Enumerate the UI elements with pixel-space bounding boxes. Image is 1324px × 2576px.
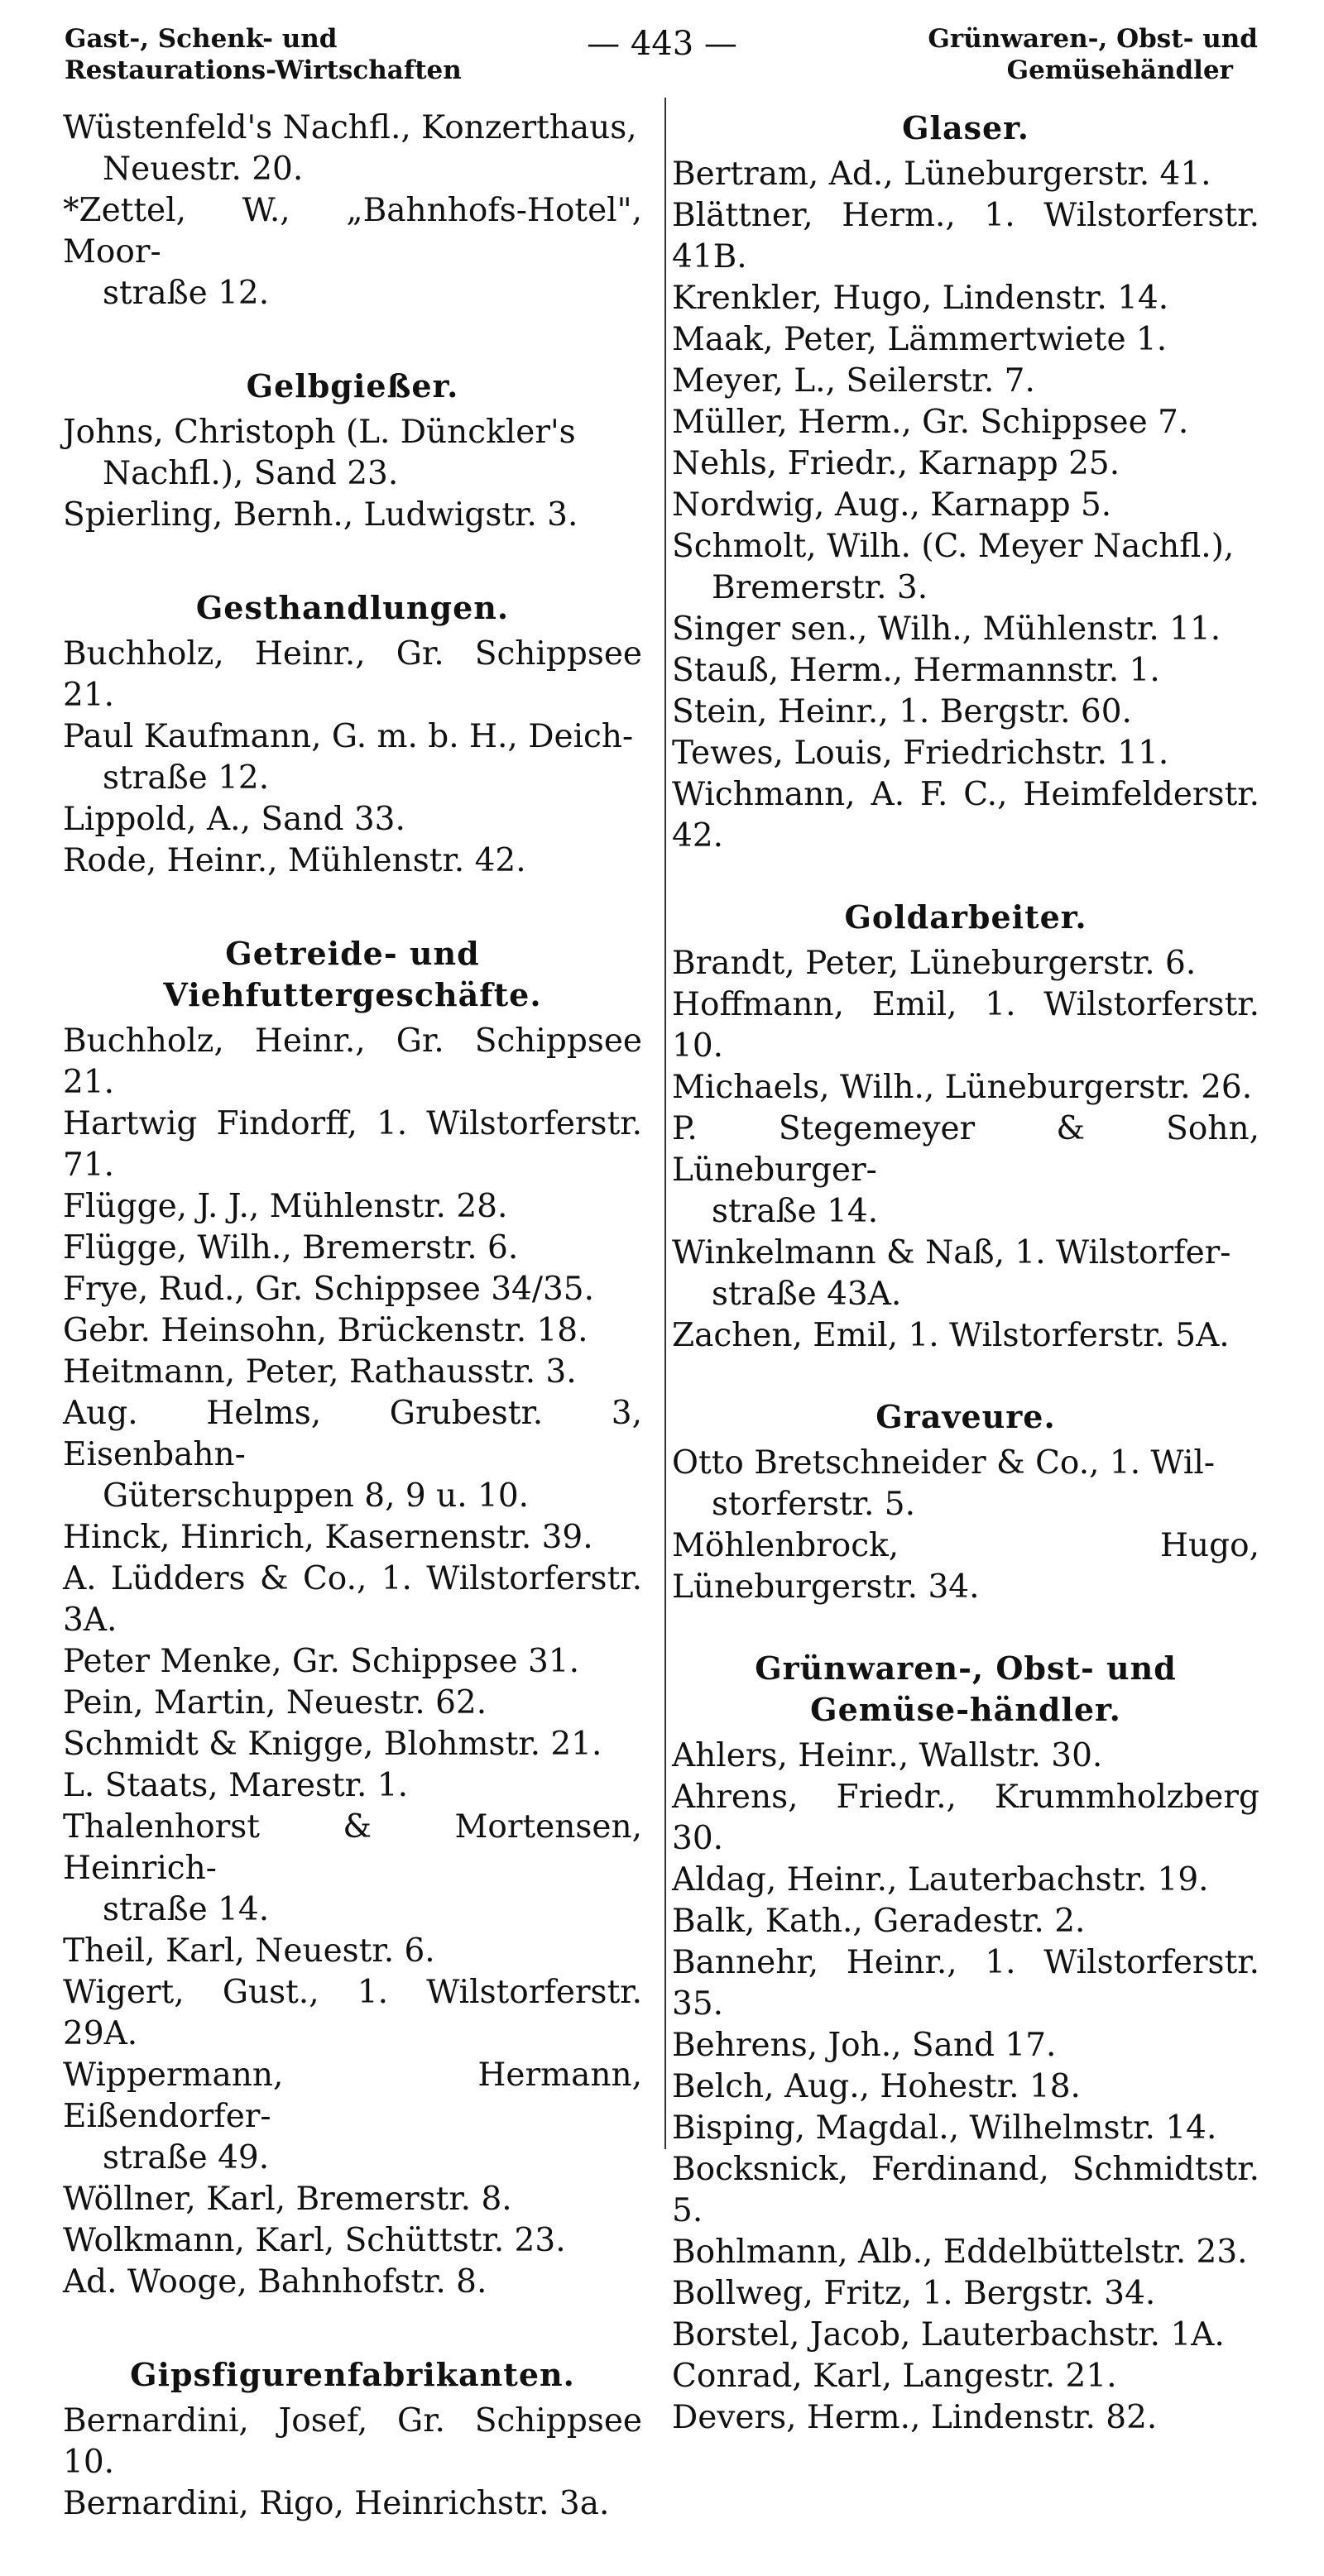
directory-entry <box>672 2356 1259 2397</box>
entry-line: Bisping, Magdal., Wilhelmstr. 14. <box>672 2109 1217 2147</box>
directory-entry <box>672 1942 1259 2025</box>
directory-entry <box>672 1443 1259 1525</box>
header-right-line2: Gemüsehändler <box>1006 55 1233 85</box>
entry-line: Bertram, Ad., Lüneburgerstr. 41. <box>672 156 1211 193</box>
entry-line: Bollweg, Fritz, 1. Bergstr. 34. <box>672 2275 1156 2312</box>
directory-entry <box>672 2232 1259 2273</box>
directory-section <box>672 1648 1259 2439</box>
entry-line: Michaels, Wilh., Lüneburgerstr. 26. <box>672 1069 1253 1106</box>
entry-line: Spierling, Bernh., Ludwigstr. 3. <box>63 496 578 534</box>
directory-entry <box>672 1315 1259 1357</box>
entry-line: Wichmann, A. F. C., Heimfelderstr. 42. <box>672 776 1259 855</box>
entry-line: Ad. Wooge, Bahnhofstr. 8. <box>63 2263 487 2301</box>
entry-continuation: Bremerstr. 3. <box>712 569 928 606</box>
directory-entry <box>672 2273 1259 2315</box>
left-column <box>63 108 642 2576</box>
entry-line: Borstel, Jacob, Lauterbachstr. 1A. <box>672 2316 1225 2353</box>
entry-line: Bocksnick, Ferdinand, Schmidtstr. 5. <box>672 2151 1259 2229</box>
entry-line: Theil, Karl, Neuestr. 6. <box>63 1932 435 1970</box>
directory-entry <box>63 2483 642 2525</box>
directory-entry <box>63 2401 642 2483</box>
directory-entry <box>63 190 642 314</box>
entry-line: Peter Menke, Gr. Schippsee 31. <box>63 1643 579 1680</box>
directory-entry <box>63 1765 642 1807</box>
directory-entry <box>672 154 1259 195</box>
directory-entry <box>63 634 642 716</box>
directory-entry <box>672 692 1259 733</box>
directory-entry <box>63 840 642 882</box>
directory-entry <box>672 1233 1259 1315</box>
directory-entry <box>63 2220 642 2262</box>
entry-continuation: straße 43A. <box>712 1276 902 1313</box>
entry-line: Conrad, Karl, Langestr. 21. <box>672 2358 1117 2395</box>
directory-entry <box>672 2397 1259 2439</box>
directory-entry <box>63 1186 642 1228</box>
directory-entry <box>672 485 1259 526</box>
entry-line: Schmolt, Wilh. (C. Meyer Nachfl.), <box>672 528 1235 565</box>
entry-line: Wüstenfeld's Nachfl., Konzerthaus, <box>63 109 637 146</box>
entry-line: Tewes, Louis, Friedrichstr. 11. <box>672 735 1169 772</box>
directory-entry <box>63 1559 642 1641</box>
entry-line: Brandt, Peter, Lüneburgerstr. 6. <box>672 945 1197 982</box>
directory-entry <box>672 1777 1259 1860</box>
directory-entry <box>672 609 1259 650</box>
directory-section <box>672 897 1259 1357</box>
directory-section <box>63 933 642 2303</box>
entry-line: Heitmann, Peter, Rathausstr. 3. <box>63 1353 577 1391</box>
entry-line: Flügge, Wilh., Bremerstr. 6. <box>63 1229 519 1266</box>
directory-entry <box>63 1393 642 1517</box>
directory-entry <box>672 402 1259 443</box>
directory-entry <box>672 361 1259 402</box>
entry-line: Bernardini, Rigo, Heinrichstr. 3a. <box>63 2485 610 2522</box>
directory-entry <box>672 943 1259 984</box>
directory-entry <box>63 1972 642 2055</box>
entry-line: Hinck, Hinrich, Kasernenstr. 39. <box>63 1519 593 1556</box>
entry-line: Wöllner, Karl, Bremerstr. 8. <box>63 2181 512 2218</box>
entry-line: Bohlmann, Alb., Eddelbüttelstr. 23. <box>672 2234 1248 2271</box>
entry-line: Schmidt & Knigge, Blohmstr. 21. <box>63 1726 602 1763</box>
directory-entry <box>63 1269 642 1310</box>
right-column <box>672 108 1259 2478</box>
entry-continuation: Neuestr. 20. <box>103 151 304 188</box>
entry-line: Nordwig, Aug., Karnapp 5. <box>672 486 1112 524</box>
directory-entry <box>63 2055 642 2179</box>
directory-entry <box>672 984 1259 1067</box>
entry-line: *Zettel, W., „Bahnhofs-Hotel", Moor- <box>63 192 642 271</box>
entry-line: Hartwig Findorff, 1. Wilstorferstr. 71. <box>63 1105 642 1184</box>
header-right-line1: Grünwaren-, Obst- und <box>928 24 1258 54</box>
entry-line: Stauß, Herm., Hermannstr. 1. <box>672 652 1160 689</box>
section-title: Getreide- und Viehfuttergeschäfte. <box>163 935 542 1013</box>
directory-entry <box>672 650 1259 692</box>
section-title: Glaser. <box>902 109 1029 146</box>
directory-entry <box>672 2108 1259 2149</box>
running-header-left <box>65 23 495 86</box>
directory-entry <box>63 1724 642 1765</box>
directory-entry <box>672 2025 1259 2066</box>
directory-entry <box>63 495 642 536</box>
section-title: Graveure. <box>875 1398 1056 1435</box>
directory-section <box>672 1396 1259 1608</box>
directory-entry <box>63 412 642 495</box>
directory-entry <box>672 1108 1259 1233</box>
entry-line: Ahrens, Friedr., Krummholzberg 30. <box>672 1779 1259 1857</box>
entry-line: Winkelmann & Naß, 1. Wilstorfer- <box>672 1234 1231 1271</box>
entry-line: Müller, Herm., Gr. Schippsee 7. <box>672 404 1189 441</box>
directory-entry <box>672 1860 1259 1901</box>
directory-entry <box>672 278 1259 319</box>
entry-continuation: Güterschuppen 8, 9 u. 10. <box>103 1477 530 1515</box>
entry-line: Hoffmann, Emil, 1. Wilstorferstr. 10. <box>672 986 1259 1065</box>
directory-entry <box>63 716 642 799</box>
directory-entry <box>672 195 1259 278</box>
directory-entry <box>672 2315 1259 2356</box>
entry-line: Devers, Herm., Lindenstr. 82. <box>672 2399 1158 2436</box>
directory-entry <box>672 733 1259 774</box>
directory-entry <box>63 1021 642 1104</box>
directory-entry <box>63 1683 642 1724</box>
entry-continuation: straße 14. <box>103 1891 270 1928</box>
section-title: Gelbgießer. <box>246 367 459 405</box>
directory-entry <box>672 526 1259 609</box>
entry-line: A. Lüdders & Co., 1. Wilstorferstr. 3A. <box>63 1560 642 1639</box>
directory-entry <box>672 319 1259 361</box>
entry-line: Ahlers, Heinr., Wallstr. 30. <box>672 1737 1103 1774</box>
directory-entry <box>672 2149 1259 2232</box>
entry-line: Rode, Heinr., Mühlenstr. 42. <box>63 842 526 879</box>
directory-entry <box>672 1736 1259 1777</box>
entry-line: Lippold, A., Sand 33. <box>63 801 405 838</box>
entry-line: Krenkler, Hugo, Lindenstr. 14. <box>672 280 1169 317</box>
directory-entry <box>63 1517 642 1559</box>
section-title: Goldarbeiter. <box>844 898 1087 936</box>
directory-entry <box>63 1931 642 1972</box>
directory-entry <box>672 2066 1259 2108</box>
entry-line: Behrens, Joh., Sand 17. <box>672 2027 1057 2064</box>
entry-line: Maak, Peter, Lämmertwiete 1. <box>672 321 1168 358</box>
entry-continuation: straße 12. <box>103 275 270 312</box>
entry-line: Bernardini, Josef, Gr. Schippsee 10. <box>63 2402 642 2481</box>
entry-line: Wolkmann, Karl, Schüttstr. 23. <box>63 2222 566 2259</box>
entry-line: Blättner, Herm., 1. Wilstorferstr. 41B. <box>672 197 1259 275</box>
directory-entry <box>63 2262 642 2303</box>
entry-line: Bannehr, Heinr., 1. Wilstorferstr. 35. <box>672 1944 1259 2023</box>
entry-line: Paul Kaufmann, G. m. b. H., Deich- <box>63 718 634 755</box>
entry-line: Nehls, Friedr., Karnapp 25. <box>672 445 1120 482</box>
directory-section <box>63 108 642 314</box>
column-divider <box>664 98 666 2149</box>
entry-line: Wippermann, Hermann, Eißendorfer- <box>63 2056 642 2135</box>
page-number: — 443 — <box>587 25 737 63</box>
directory-section <box>672 108 1259 857</box>
entry-line: Zachen, Emil, 1. Wilstorferstr. 5A. <box>672 1317 1230 1354</box>
entry-line: Pein, Martin, Neuestr. 62. <box>63 1684 487 1721</box>
directory-entry <box>672 1067 1259 1108</box>
header-left-line2: Restaurations-Wirtschaften <box>65 55 462 85</box>
directory-entry <box>63 1228 642 1269</box>
entry-line: Balk, Kath., Geradestr. 2. <box>672 1903 1086 1940</box>
directory-entry <box>63 2179 642 2220</box>
directory-entry <box>672 1525 1259 1608</box>
entry-line: Frye, Rud., Gr. Schippsee 34/35. <box>63 1271 594 1308</box>
entry-line: Gebr. Heinsohn, Brückenstr. 18. <box>63 1312 588 1349</box>
entry-line: Möhlenbrock, Hugo, Lüneburgerstr. 34. <box>672 1527 1259 1606</box>
entry-line: Stein, Heinr., 1. Bergstr. 60. <box>672 693 1132 730</box>
directory-section <box>63 2354 642 2525</box>
directory-entry <box>63 108 642 190</box>
entry-continuation: straße 14. <box>712 1193 879 1230</box>
entry-line: P. Stegemeyer & Sohn, Lüneburger- <box>672 1110 1259 1189</box>
entry-line: Johns, Christoph (L. Dünckler's <box>63 414 576 451</box>
entry-line: Thalenhorst & Mortensen, Heinrich- <box>63 1808 642 1887</box>
directory-section <box>63 366 642 536</box>
directory-entry <box>63 1807 642 1931</box>
directory-entry <box>63 1310 642 1352</box>
section-title: Gesthandlungen. <box>195 589 510 626</box>
entry-continuation: storferstr. 5. <box>712 1486 916 1523</box>
entry-line: Otto Bretschneider & Co., 1. Wil- <box>672 1444 1216 1482</box>
directory-entry <box>672 774 1259 857</box>
entry-line: L. Staats, Marestr. 1. <box>63 1767 409 1804</box>
directory-entry <box>63 1641 642 1683</box>
directory-entry <box>63 1104 642 1186</box>
directory-entry <box>63 1352 642 1393</box>
entry-line: Wigert, Gust., 1. Wilstorferstr. 29A. <box>63 1974 642 2052</box>
entry-line: Aldag, Heinr., Lauterbachstr. 19. <box>672 1861 1209 1898</box>
entry-line: Buchholz, Heinr., Gr. Schippsee 21. <box>63 635 642 714</box>
section-title: Gipsfigurenfabrikanten. <box>130 2356 575 2393</box>
entry-continuation: straße 49. <box>103 2139 270 2176</box>
entry-line: Buchholz, Heinr., Gr. Schippsee 21. <box>63 1022 642 1101</box>
section-title: Grünwaren-, Obst- und Gemüse-händler. <box>755 1650 1177 1728</box>
directory-entry <box>672 1901 1259 1942</box>
directory-entry <box>63 799 642 840</box>
entry-line: Meyer, L., Seilerstr. 7. <box>672 362 1035 400</box>
directory-entry <box>672 443 1259 485</box>
entry-line: Belch, Aug., Hohestr. 18. <box>672 2068 1081 2105</box>
entry-line: Singer sen., Wilh., Mühlenstr. 11. <box>672 610 1221 648</box>
entry-continuation: straße 12. <box>103 759 270 797</box>
entry-continuation: Nachfl.), Sand 23. <box>103 455 399 492</box>
header-left-line1: Gast-, Schenk- und <box>65 24 338 54</box>
directory-section <box>63 587 642 882</box>
running-header-right <box>828 23 1258 86</box>
entry-line: Aug. Helms, Grubestr. 3, Eisenbahn- <box>63 1395 642 1473</box>
entry-line: Flügge, J. J., Mühlenstr. 28. <box>63 1188 508 1225</box>
